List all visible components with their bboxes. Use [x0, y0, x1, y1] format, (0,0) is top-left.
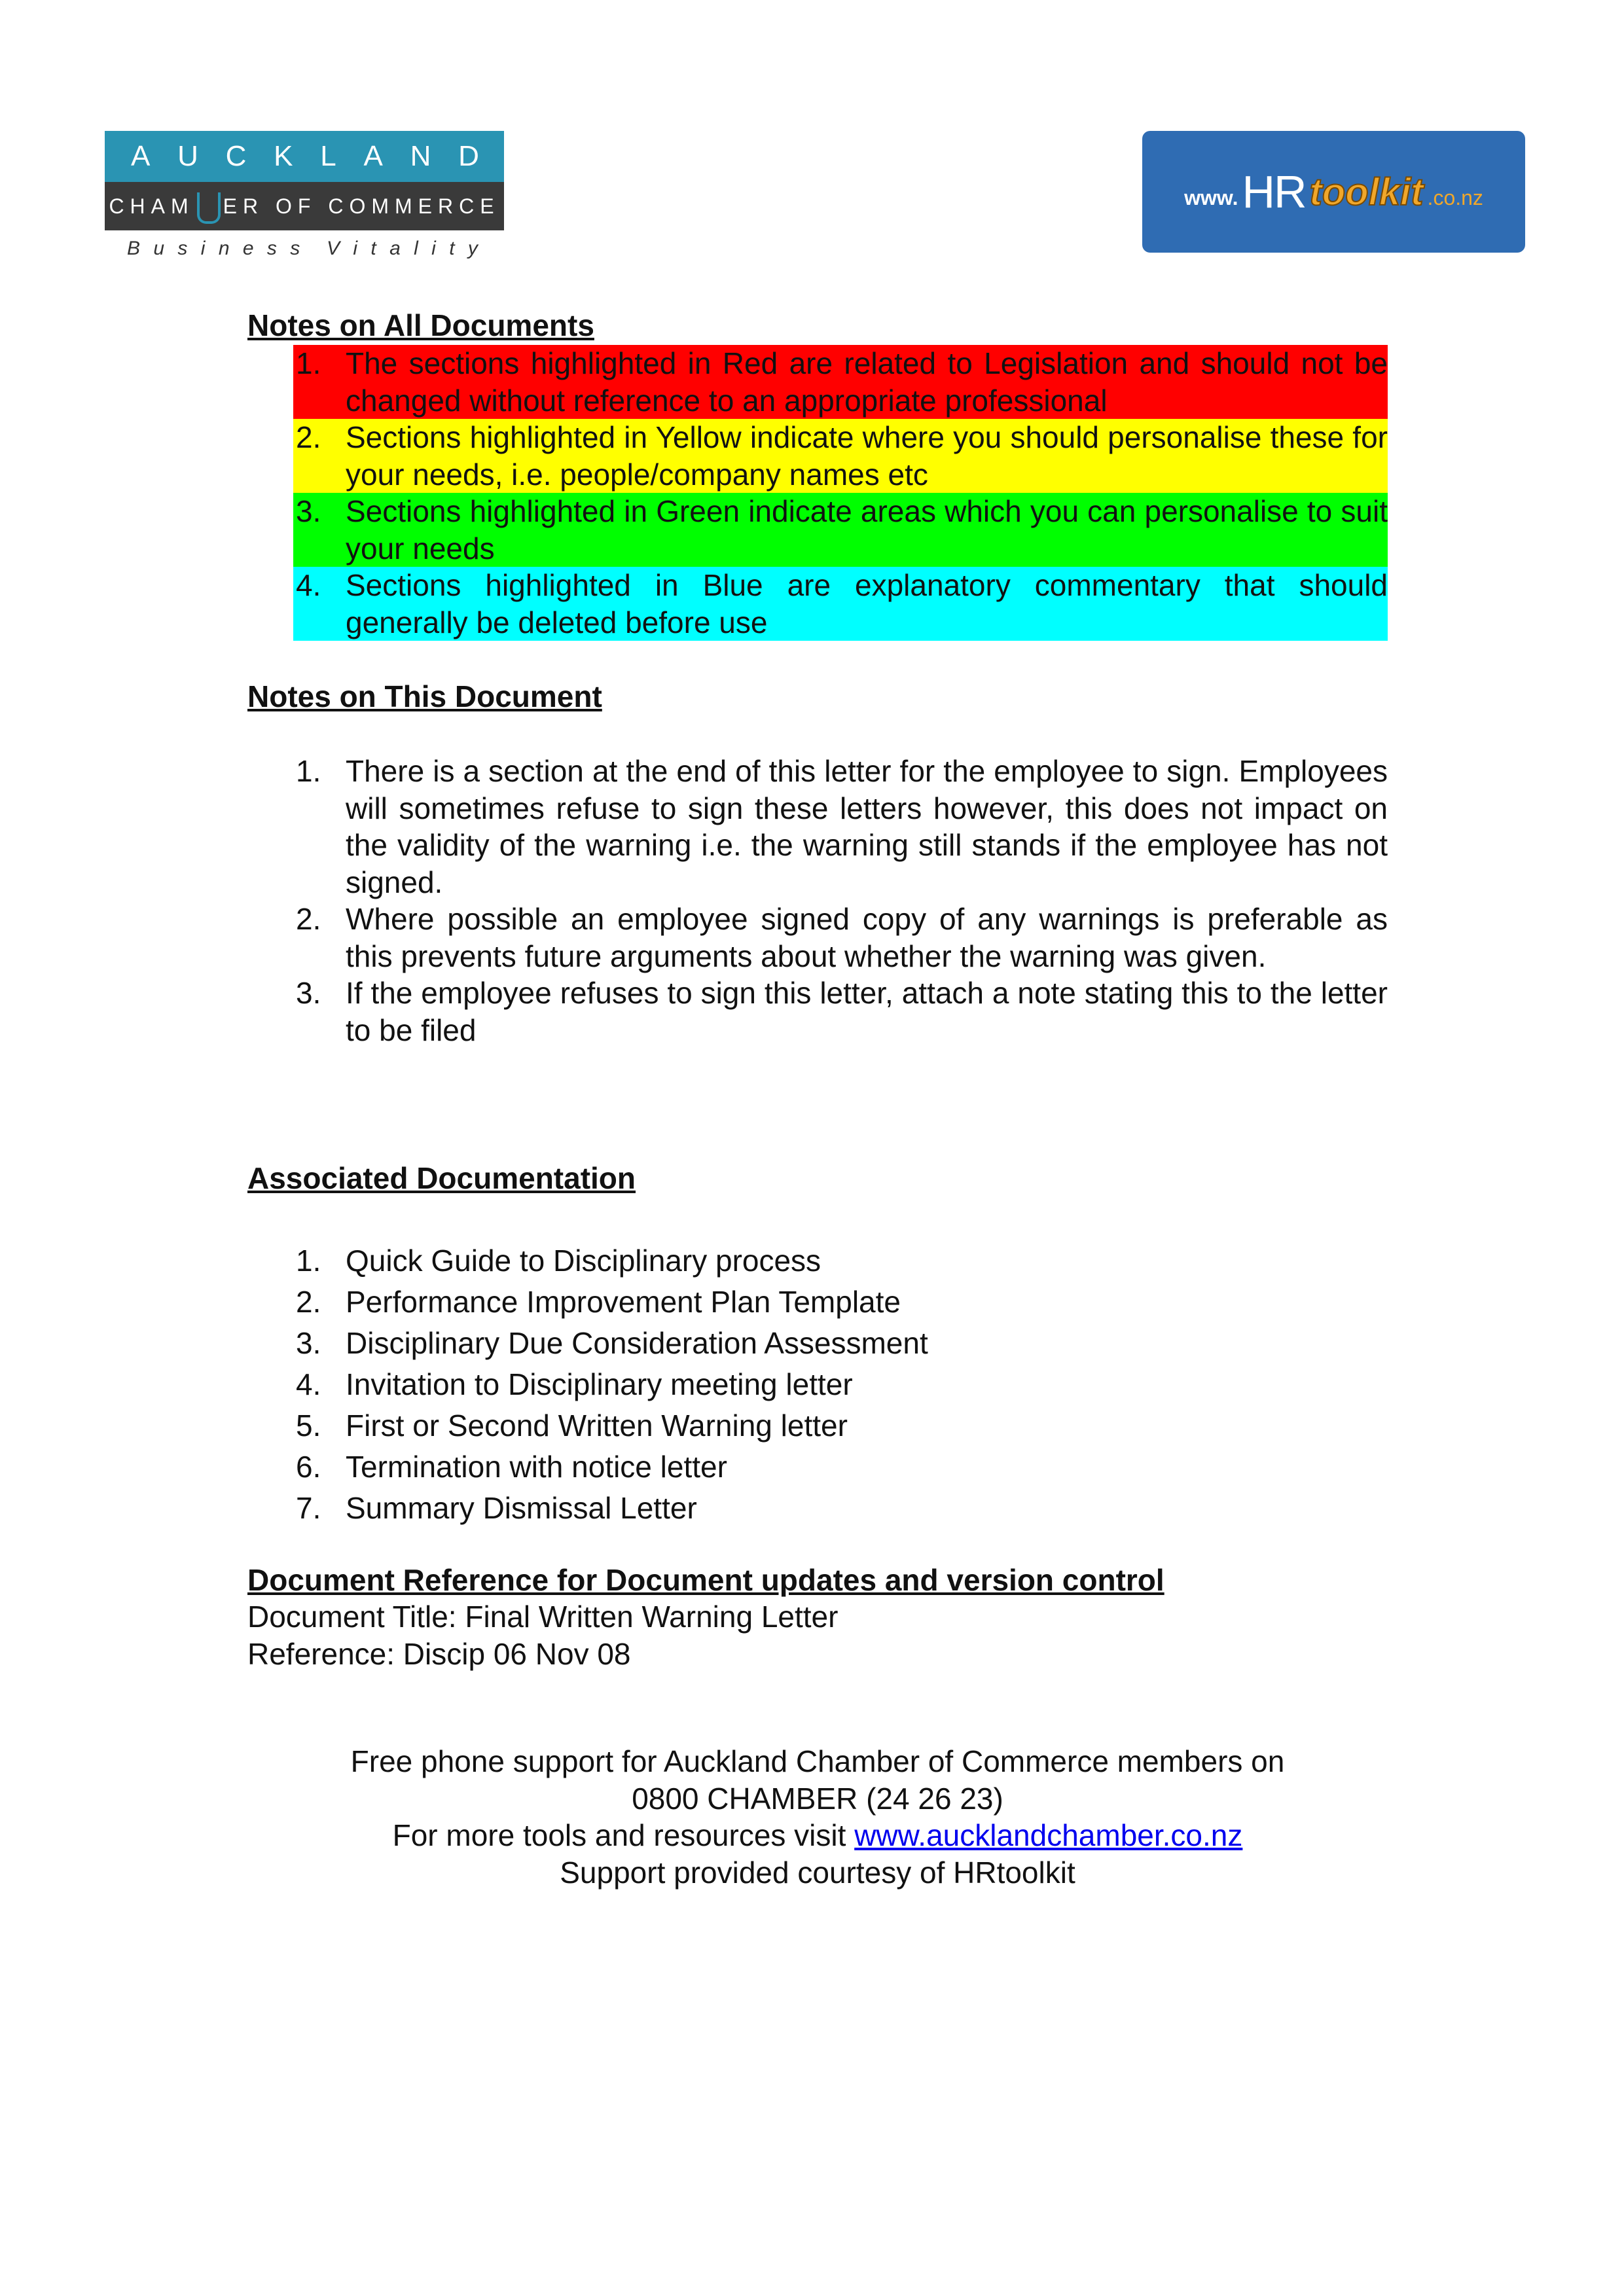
notes-this-heading: Notes on This Document [247, 679, 602, 713]
list-item: 3. Disciplinary Due Consideration Assessment [296, 1326, 928, 1360]
footer [247, 1743, 1388, 1891]
document-reference-line: Reference: Discip 06 Nov 08 [247, 1637, 631, 1671]
list-item: 3. If the employee refuses to sign this letter, attach a note stating this to the letter to be filed [296, 976, 1388, 1047]
list-item-red: 1. The sections highlighted in Red are related to Legislation and should not be changed without reference to an appropriate professional [247, 345, 1388, 419]
logo-chamber-band: CHAM ER OF COMMERCE [105, 182, 504, 230]
document-title-line: Document Title: Final Written Warning Letter [247, 1600, 839, 1634]
notes-all-heading: Notes on All Documents [247, 308, 594, 342]
auckland-chamber-link[interactable]: www.aucklandchamber.co.nz [854, 1818, 1243, 1852]
list-item-blue: 4. Sections highlighted in Blue are explanatory commentary that should generally be deleted before use [247, 567, 1388, 641]
list-item: 2. Performance Improvement Plan Template [296, 1285, 901, 1319]
footer-courtesy-line: Support provided courtesy of HRtoolkit [560, 1855, 1075, 1890]
associated-list [247, 1240, 1388, 1529]
list-item: 4. Invitation to Disciplinary meeting letter [296, 1367, 853, 1401]
list-item: 1. There is a section at the end of this letter for the employee to sign. Employees will sometimes refuse to sign these letters however, this does not impact on the validity of the warning i.e. the warning still stands if the employee has not signed. [296, 754, 1388, 899]
list-item: 2. Where possible an employee signed copy of any warnings is preferable as this prevents future arguments about whether the warning was given. [296, 902, 1388, 973]
list-item: 5. First or Second Written Warning letter [296, 1408, 848, 1443]
notes-this-list [247, 753, 1388, 1049]
footer-phone-line: 0800 CHAMBER (24 26 23) [632, 1781, 1003, 1816]
footer-resources-line: For more tools and resources visit www.aucklandchamber.co.nz [392, 1818, 1243, 1852]
footer-support-line: Free phone support for Auckland Chamber of Commerce members on [350, 1744, 1285, 1778]
auckland-chamber-logo [105, 131, 504, 267]
reference-heading: Document Reference for Document updates and version control [247, 1563, 1164, 1597]
list-item-green: 3. Sections highlighted in Green indicate areas which you can personalise to suit your needs [247, 493, 1388, 567]
logo-b-mark [197, 192, 221, 224]
list-item: 1. Quick Guide to Disciplinary process [296, 1244, 821, 1278]
list-item: 7. Summary Dismissal Letter [296, 1491, 697, 1525]
notes-all-list [247, 345, 1388, 641]
hrtoolkit-logo: www. HR toolkit .co.nz [1142, 131, 1525, 253]
list-item: 6. Termination with notice letter [296, 1450, 727, 1484]
logo-auckland-band: A U C K L A N D [105, 131, 504, 182]
associated-heading: Associated Documentation [247, 1161, 636, 1195]
logo-tagline: B u s i n e s s V i t a l i t y [127, 238, 478, 259]
list-item-yellow: 2. Sections highlighted in Yellow indicate where you should personalise these for your needs, i.e. people/company names etc [247, 419, 1388, 493]
